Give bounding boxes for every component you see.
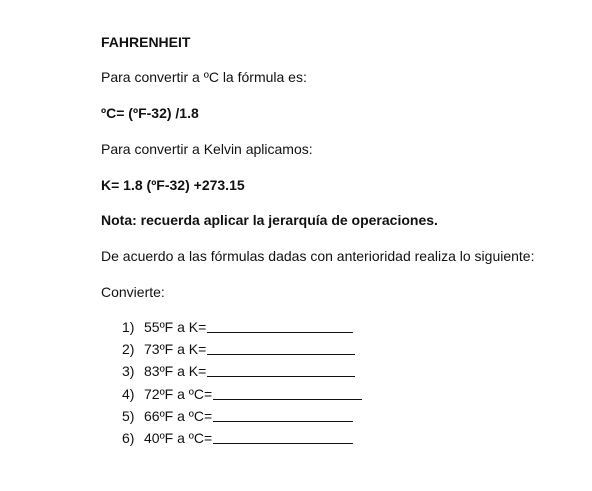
kelvin-formula: K= 1.8 (ºF-32) +273.15: [101, 177, 245, 193]
celsius-formula: ºC= (ºF-32) /1.8: [101, 105, 199, 121]
exercise-number: 1): [122, 319, 135, 335]
exercise-number: 4): [122, 385, 135, 402]
exercise-item: [122, 385, 362, 407]
exercise-list: [122, 318, 362, 451]
answer-blank: [213, 385, 362, 400]
exercise-number: 5): [122, 407, 135, 424]
instruction: De acuerdo a las fórmulas dadas con anterioridad realiza lo siguiente:: [101, 248, 535, 264]
kelvin-intro: Para convertir a Kelvin aplicamos:: [101, 141, 313, 157]
answer-blank: [213, 407, 353, 422]
exercise-text: 66ºF a ºC=: [144, 407, 213, 424]
exercise-item: [122, 340, 362, 362]
exercise-text: 40ºF a ºC=: [144, 429, 213, 446]
answer-blank: [207, 362, 355, 377]
celsius-intro: Para convertir a ºC la fórmula es:: [101, 69, 307, 85]
answer-blank: [207, 340, 355, 355]
exercise-text: 72ºF a ºC=: [144, 385, 213, 402]
exercise-text: 55ºF a K=: [144, 319, 207, 335]
answer-blank: [213, 429, 353, 444]
exercise-item: [122, 362, 362, 384]
exercise-number: 2): [122, 341, 135, 358]
answer-blank: [207, 318, 353, 333]
exercise-text: 73ºF a K=: [144, 341, 207, 358]
exercise-item: [122, 407, 362, 429]
exercise-item: [122, 429, 362, 451]
exercise-number: 6): [122, 429, 135, 446]
heading: FAHRENHEIT: [101, 34, 191, 50]
convert-label: Convierte:: [101, 284, 165, 300]
exercise-number: 3): [122, 363, 135, 380]
exercise-item: [122, 318, 362, 340]
exercise-text: 83ºF a K=: [144, 363, 207, 380]
note: Nota: recuerda aplicar la jerarquía de operaciones.: [101, 212, 438, 228]
